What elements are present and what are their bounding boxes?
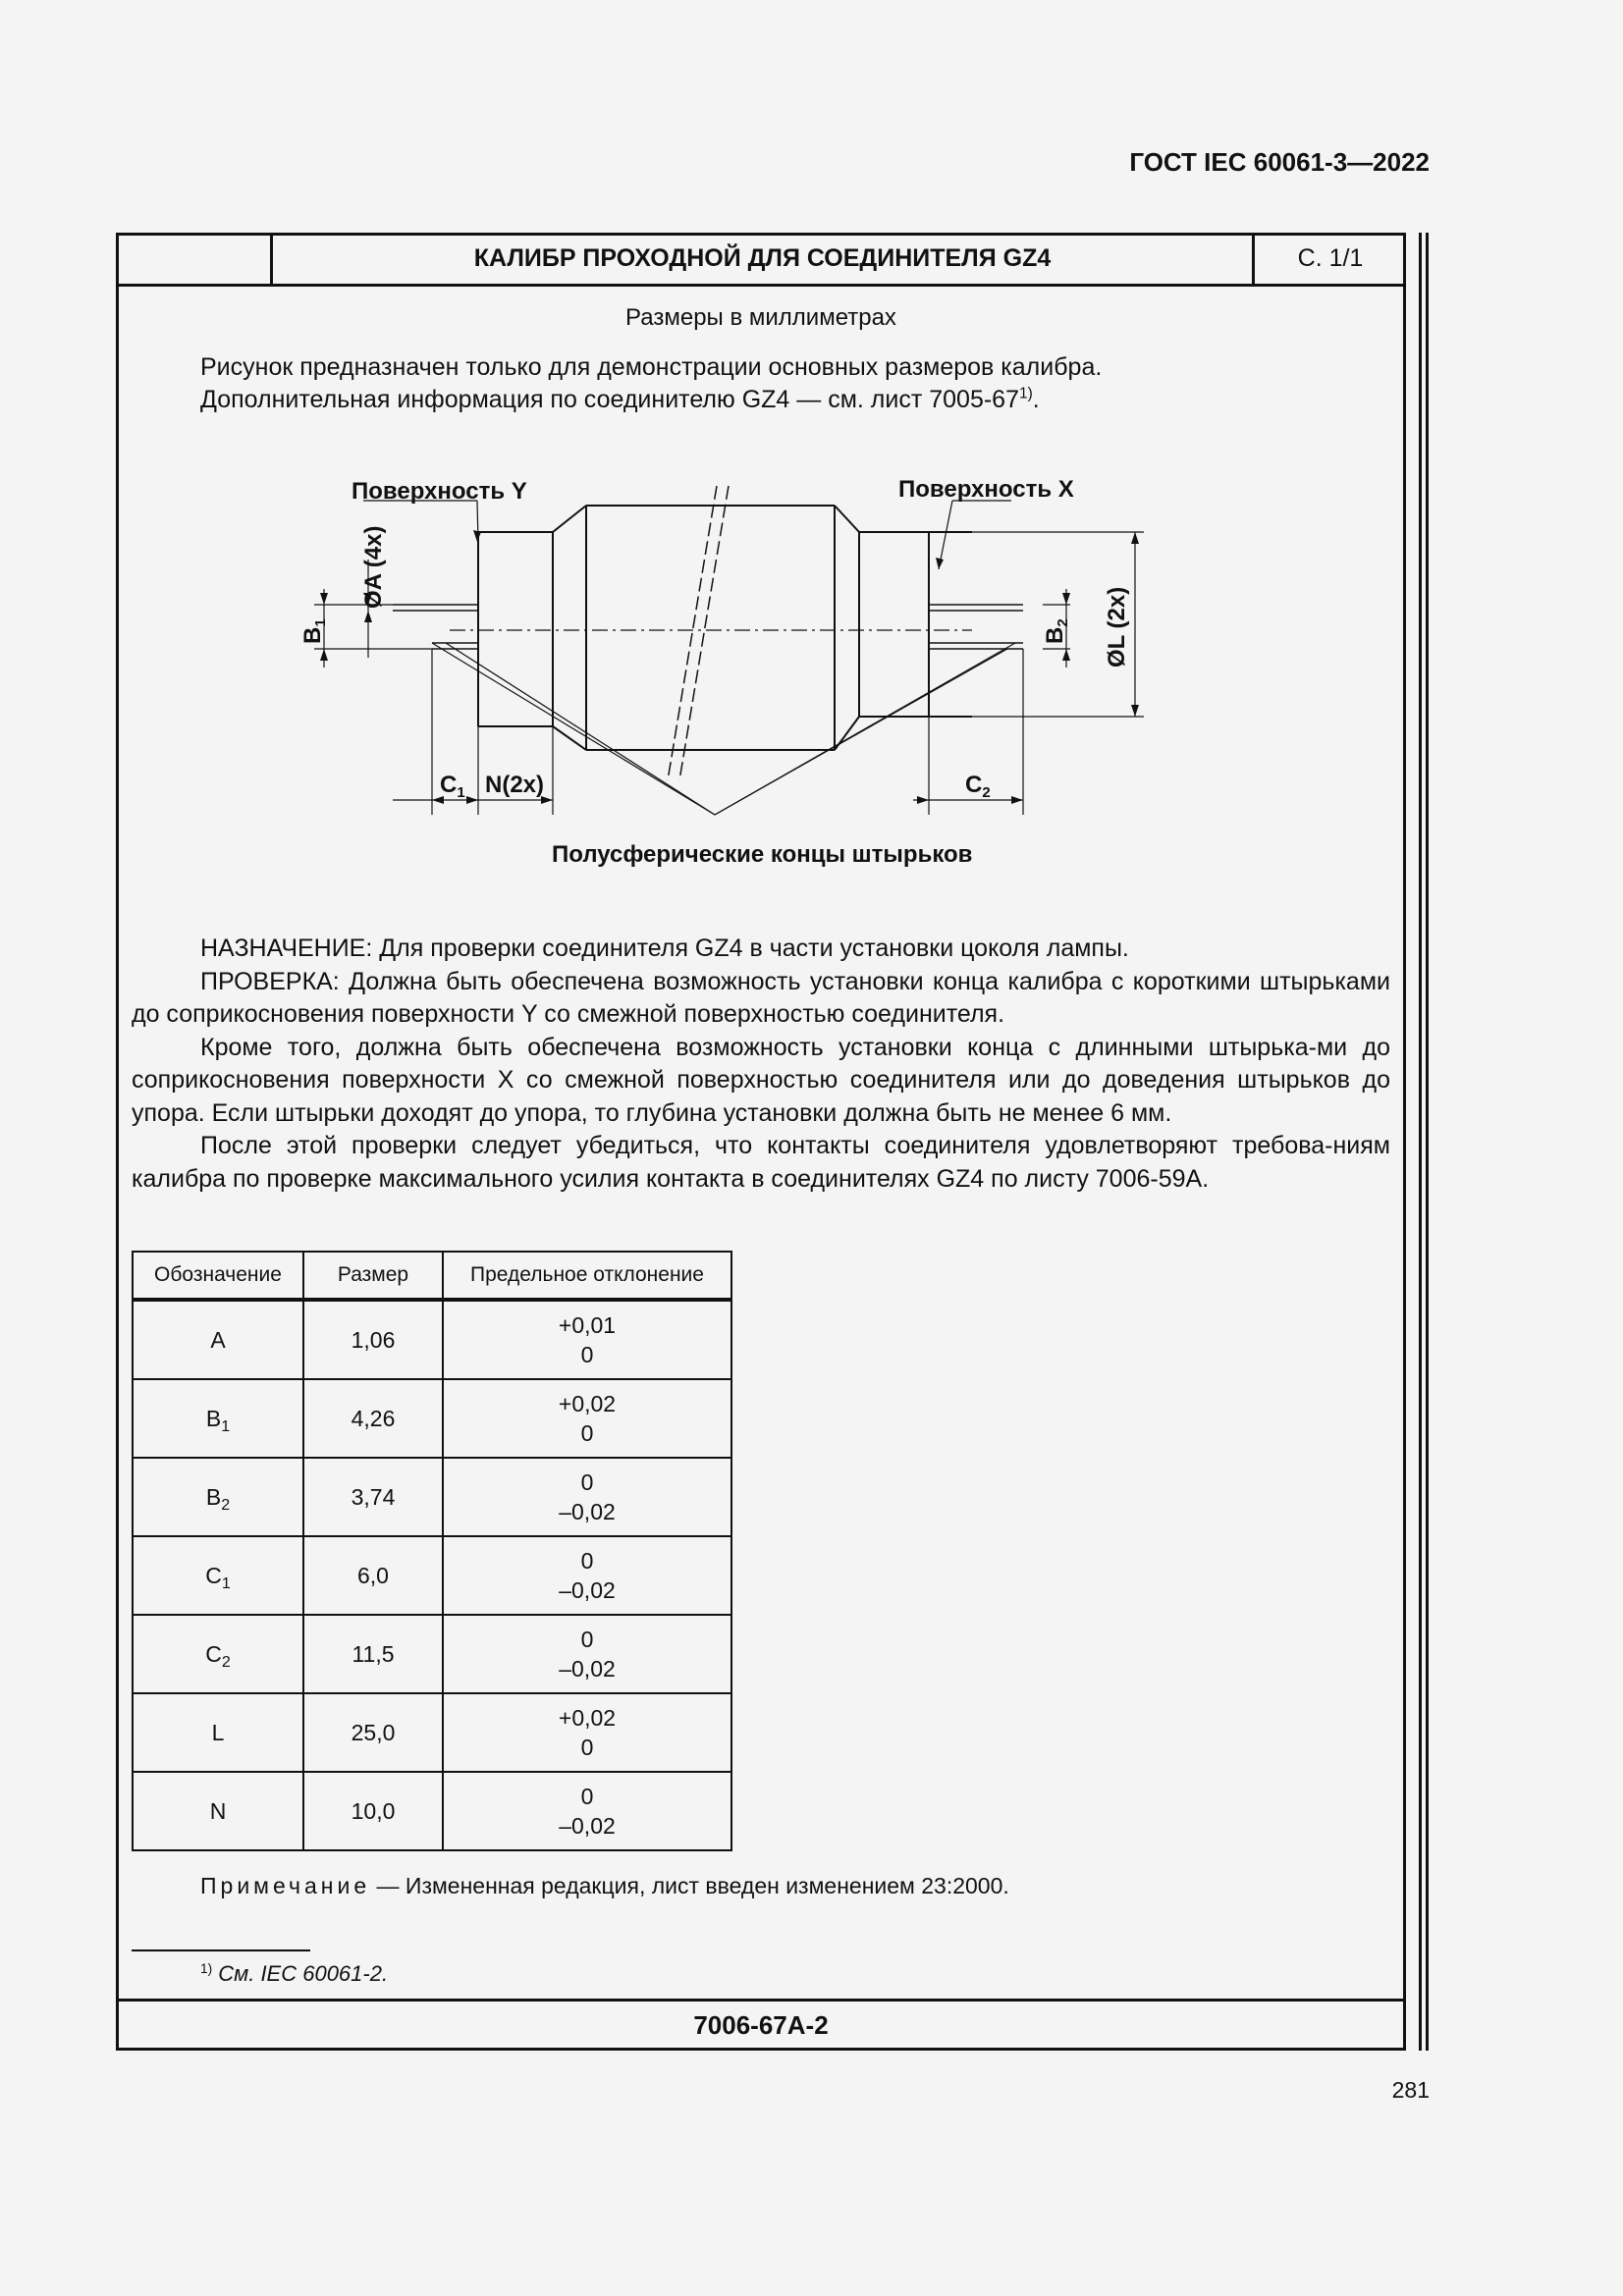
table-row bbox=[133, 1536, 731, 1615]
check-paragraph: Кроме того, должна быть обеспечена возможность установки конца с длинными штырька-ми до соприкосновения поверхности X со смежной поверхностью соединителя или до доведения штырьков до упора. Если штырьки доходят до упора, то глубина установки должна быть не менее 6 мм. bbox=[132, 1033, 1390, 1127]
footnote-rule bbox=[132, 1949, 310, 1951]
cell-tolerance: 0 –0,02 bbox=[443, 1772, 731, 1850]
gauge-outline bbox=[478, 506, 972, 750]
dimension-lines bbox=[314, 532, 1144, 815]
table-header-row bbox=[133, 1252, 731, 1300]
label-c2: $C_2$ bbox=[965, 772, 991, 801]
label-b2: $B_2$ bbox=[1042, 618, 1071, 644]
cell-symbol: $B_1$ bbox=[133, 1379, 303, 1458]
label-surface-x: Поверхность X bbox=[898, 476, 1074, 503]
cell-size: 6,0 bbox=[303, 1536, 443, 1615]
table-row bbox=[133, 1772, 731, 1850]
cell-tolerance: 0 –0,02 bbox=[443, 1536, 731, 1615]
label-b1: $B_1$ bbox=[299, 618, 329, 644]
footnote-ref[interactable]: 1) bbox=[1018, 385, 1033, 402]
cell-symbol: $B_2$ bbox=[133, 1458, 303, 1536]
table-row bbox=[133, 1615, 731, 1693]
table-row bbox=[133, 1458, 731, 1536]
label-n: N(2x) bbox=[485, 772, 545, 798]
cell-symbol: $C_2$ bbox=[133, 1615, 303, 1693]
intro-line: Дополнительная информация по соединителю GZ4 — см. лист 7005-67$^{1)}$. bbox=[200, 385, 1040, 413]
label-dia-a: ØA (4x) bbox=[360, 525, 387, 609]
cell-size: 3,74 bbox=[303, 1458, 443, 1536]
leader-lines bbox=[363, 501, 1015, 815]
break-lines bbox=[668, 486, 729, 780]
table-row bbox=[133, 1693, 731, 1772]
label-surface-y: Поверхность Y bbox=[352, 478, 527, 505]
cell-size: 25,0 bbox=[303, 1693, 443, 1772]
cell-symbol: N bbox=[133, 1772, 303, 1850]
cell-tolerance: 0 –0,02 bbox=[443, 1615, 731, 1693]
note-text: — Измененная редакция, лист введен изменением 23:2000. bbox=[370, 1873, 1009, 1898]
standard-code: ГОСТ IEC 60061-3—2022 bbox=[1129, 147, 1430, 177]
gauge-drawing bbox=[285, 461, 1168, 883]
cell-tolerance: 0 –0,02 bbox=[443, 1458, 731, 1536]
footnote: $^{1)}$ См. IEC 60061-2. bbox=[200, 1960, 389, 1986]
col-header-size: Размер bbox=[303, 1252, 443, 1300]
cell-tolerance: +0,02 0 bbox=[443, 1693, 731, 1772]
cell-symbol: A bbox=[133, 1300, 303, 1379]
cell-size: 1,06 bbox=[303, 1300, 443, 1379]
units-note: Размеры в миллиметрах bbox=[625, 304, 896, 331]
cell-symbol: L bbox=[133, 1693, 303, 1772]
table-row bbox=[133, 1300, 731, 1379]
table-row bbox=[133, 1379, 731, 1458]
sheet-number: 7006-67A-2 bbox=[693, 2010, 829, 2040]
cell-size: 11,5 bbox=[303, 1615, 443, 1693]
page-number: 281 bbox=[1391, 2077, 1430, 2103]
sheet-footer-line bbox=[116, 1999, 1406, 2002]
col-header-tolerance: Предельное отклонение bbox=[443, 1252, 731, 1300]
cell-size: 4,26 bbox=[303, 1379, 443, 1458]
purpose-paragraph: НАЗНАЧЕНИЕ: Для проверки соединителя GZ4 в части установки цоколя лампы. bbox=[200, 934, 1129, 962]
note bbox=[200, 1873, 1009, 1899]
dimensions-table bbox=[132, 1251, 732, 1851]
sheet-page: С. 1/1 bbox=[1297, 244, 1364, 272]
cell-tolerance: +0,02 0 bbox=[443, 1379, 731, 1458]
label-dia-l: ØL (2x) bbox=[1104, 586, 1130, 667]
check-paragraph: ПРОВЕРКА: Должна быть обеспечена возможность установки конца калибра с короткими штырьками до соприкосновения поверхности Y со смежной поверхностью соединителя. bbox=[132, 967, 1390, 1028]
check-paragraph: После этой проверки следует убедиться, что контакты соединителя удовлетворяют требова-ниям калибра по проверке максимального усилия контакта в соединителях GZ4 по листу 7006-59A. bbox=[132, 1132, 1390, 1193]
col-header-symbol: Обозначение bbox=[133, 1252, 303, 1300]
note-label: Примечание bbox=[200, 1873, 371, 1898]
cell-symbol: $C_1$ bbox=[133, 1536, 303, 1615]
label-pin-ends: Полусферические концы штырьков bbox=[552, 841, 973, 868]
label-c1: $C_1$ bbox=[440, 772, 465, 801]
intro-line: Рисунок предназначен только для демонстрации основных размеров калибра. bbox=[200, 353, 1103, 381]
frame-margin-line bbox=[1419, 233, 1422, 2051]
cell-size: 10,0 bbox=[303, 1772, 443, 1850]
sheet-title: КАЛИБР ПРОХОДНОЙ ДЛЯ СОЕДИНИТЕЛЯ GZ4 bbox=[473, 244, 1052, 272]
cell-tolerance: +0,01 0 bbox=[443, 1300, 731, 1379]
dimension-arrows bbox=[320, 530, 1139, 804]
frame-margin-line bbox=[1426, 233, 1429, 2051]
body-text bbox=[132, 933, 1390, 1196]
